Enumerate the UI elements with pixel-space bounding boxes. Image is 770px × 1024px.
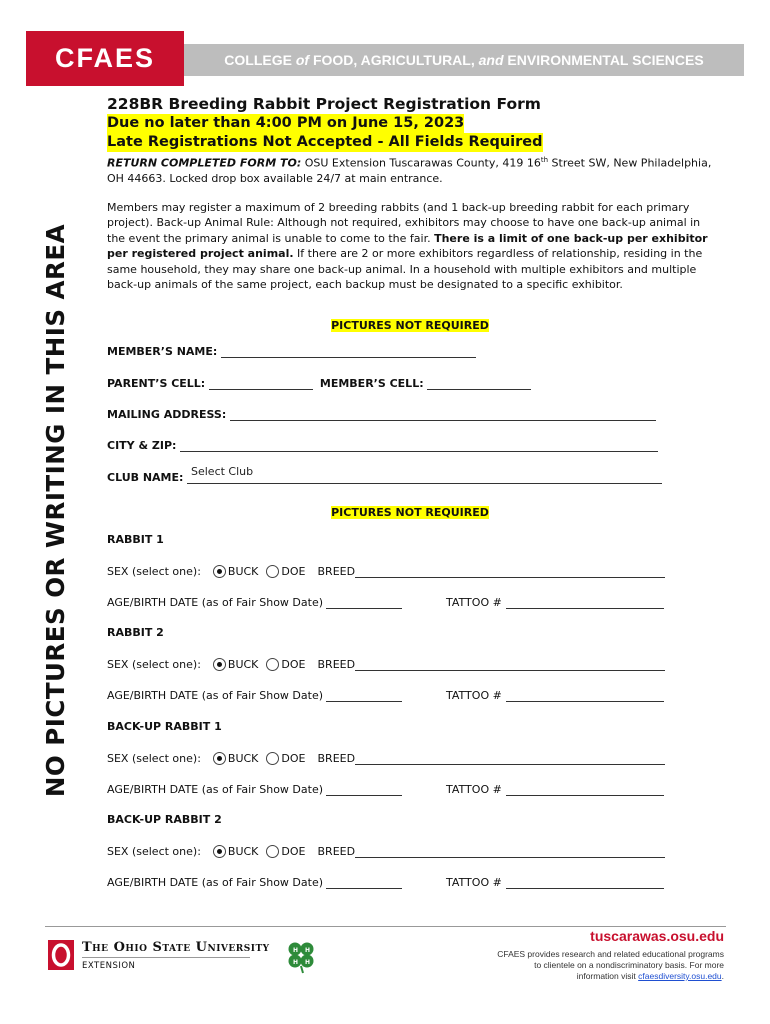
rules-paragraph [107,200,717,293]
rabbit-heading: RABBIT 1 [107,533,164,546]
doe-label: DOE [281,845,306,858]
sex-label: SEX (select one): [107,845,201,858]
mailing-label: MAILING ADDRESS: [107,408,227,421]
rabbit-sex-row [107,845,665,858]
buck-label: BUCK [227,845,259,858]
notice-text: CFAES provides research and related educational programs to clientele on a nondiscriminatory basis. For more information visit [497,949,724,981]
nondiscrimination-notice [494,949,724,982]
parent-cell-label: PARENT’S CELL: [107,377,206,390]
breed-field[interactable] [355,659,665,671]
rules-text-2: If there are 2 or more exhibitors regardless of relationship, residing in the same household, they may share one back-up animal. In a household with multiple exhibitors and multiple back-up animals of the same project, each backup must be designated to a specific exhibitor. [107,247,703,292]
svg-text:H: H [305,959,311,966]
doe-label: DOE [281,752,306,765]
notice-end: . [721,971,724,981]
return-sup: th [540,156,549,164]
mailing-row [107,408,656,421]
age-field[interactable] [326,690,402,702]
pictures-note-1: PICTURES NOT REQUIRED [331,319,489,332]
late-notice: Late Registrations Not Accepted - All Fields Required [107,134,543,150]
rabbit-sex-row [107,658,665,671]
buck-radio[interactable] [213,658,226,671]
due-date-notice: Due no later than 4:00 PM on June 15, 2023 [107,115,465,131]
doe-radio[interactable] [266,752,279,765]
cfaes-logo: CFAES [26,31,184,86]
no-writing-text: NO PICTURES OR WRITING IN THIS AREA [41,223,71,797]
rabbit-age-row [107,783,664,796]
college-text-and: and [478,52,504,68]
website-link[interactable]: tuscarawas.osu.edu [590,928,724,944]
club-select[interactable]: Select Club [191,465,254,478]
city-zip-label: CITY & ZIP: [107,439,177,452]
doe-radio[interactable] [266,845,279,858]
osu-extension: EXTENSION [82,961,136,971]
buck-radio[interactable] [213,565,226,578]
rabbit-sex-row [107,565,665,578]
osu-name: The Ohio State University [82,940,270,955]
doe-radio[interactable] [266,565,279,578]
tattoo-field[interactable] [506,877,664,889]
college-text-1: COLLEGE [224,52,292,68]
doe-label: DOE [281,658,306,671]
sex-label: SEX (select one): [107,658,201,671]
4h-clover-icon [283,938,319,974]
tattoo-field[interactable] [506,690,664,702]
form-intro [107,94,717,293]
age-label: AGE/BIRTH DATE (as of Fair Show Date) [107,689,323,702]
breed-label: BREED [317,752,356,765]
buck-radio[interactable] [213,752,226,765]
cell-row [107,377,531,390]
return-label: RETURN COMPLETED FORM TO: [107,156,302,170]
club-field[interactable] [187,472,662,484]
buck-label: BUCK [227,565,259,578]
breed-label: BREED [317,658,356,671]
svg-text:H: H [293,947,299,954]
age-label: AGE/BIRTH DATE (as of Fair Show Date) [107,783,323,796]
osu-name-rule [82,957,250,958]
tattoo-label: TATTOO # [446,783,502,796]
return-instructions [107,153,717,187]
college-text-2: FOOD, AGRICULTURAL, [312,52,475,68]
college-banner [184,44,744,76]
member-cell-field[interactable] [427,378,531,390]
age-label: AGE/BIRTH DATE (as of Fair Show Date) [107,596,323,609]
tattoo-label: TATTOO # [446,689,502,702]
rabbit-age-row [107,596,664,609]
college-text-of: of [295,52,310,68]
city-zip-row [107,439,658,452]
svg-text:H: H [305,947,311,954]
age-label: AGE/BIRTH DATE (as of Fair Show Date) [107,876,323,889]
club-label: CLUB NAME: [107,471,184,484]
pictures-note-2-wrap [107,501,713,520]
sex-label: SEX (select one): [107,565,201,578]
form-title: 228BR Breeding Rabbit Project Registration Form [107,95,541,113]
diversity-link[interactable]: cfaesdiversity.osu.edu [638,971,722,981]
osu-block-o-icon [48,940,74,970]
doe-label: DOE [281,565,306,578]
rabbit-age-row [107,689,664,702]
return-address-1: OSU Extension Tuscarawas County, 419 16 [304,156,541,170]
breed-field[interactable] [355,846,665,858]
rules-text-1: Members may register a maximum of 2 breeding rabbits (and 1 back-up breeding rabbit for each primary project). Back-up Animal Rule: Although not required, exhibitors may choose to have one back-up animal in the event the primary animal is unable to come to the fair. [107,200,701,245]
member-cell-label: MEMBER’S CELL: [319,377,424,390]
no-writing-margin [36,180,76,840]
college-text-3: ENVIRONMENTAL SCIENCES [507,52,704,68]
rabbit-age-row [107,876,664,889]
footer-divider [45,926,726,927]
member-name-row [107,345,476,358]
mailing-field[interactable] [230,409,656,421]
tattoo-field[interactable] [506,597,664,609]
parent-cell-field[interactable] [209,378,313,390]
tattoo-field[interactable] [506,784,664,796]
age-field[interactable] [326,784,402,796]
svg-text:H: H [293,959,299,966]
breed-label: BREED [317,845,356,858]
rabbit-sex-row [107,752,665,765]
member-name-label: MEMBER’S NAME: [107,345,218,358]
return-address-2: Street SW, New Philadelphia, OH 44663. Locked drop box available 24/7 at main entrance. [107,156,712,186]
buck-label: BUCK [227,658,259,671]
tattoo-label: TATTOO # [446,876,502,889]
age-field[interactable] [326,877,402,889]
rabbit-heading: RABBIT 2 [107,626,164,639]
breed-field[interactable] [355,753,665,765]
tattoo-label: TATTOO # [446,596,502,609]
doe-radio[interactable] [266,658,279,671]
breed-label: BREED [317,565,356,578]
rules-text-bold: There is a limit of one back-up per exhibitor per registered project animal. [107,231,708,261]
buck-label: BUCK [227,752,259,765]
sex-label: SEX (select one): [107,752,201,765]
pictures-note-1-wrap [107,314,713,333]
breed-field[interactable] [355,566,665,578]
age-field[interactable] [326,597,402,609]
member-name-field[interactable] [221,346,476,358]
pictures-note-2: PICTURES NOT REQUIRED [331,506,489,519]
rabbit-heading: BACK-UP RABBIT 1 [107,720,222,733]
buck-radio[interactable] [213,845,226,858]
city-zip-field[interactable] [180,440,658,452]
rabbit-heading: BACK-UP RABBIT 2 [107,813,222,826]
